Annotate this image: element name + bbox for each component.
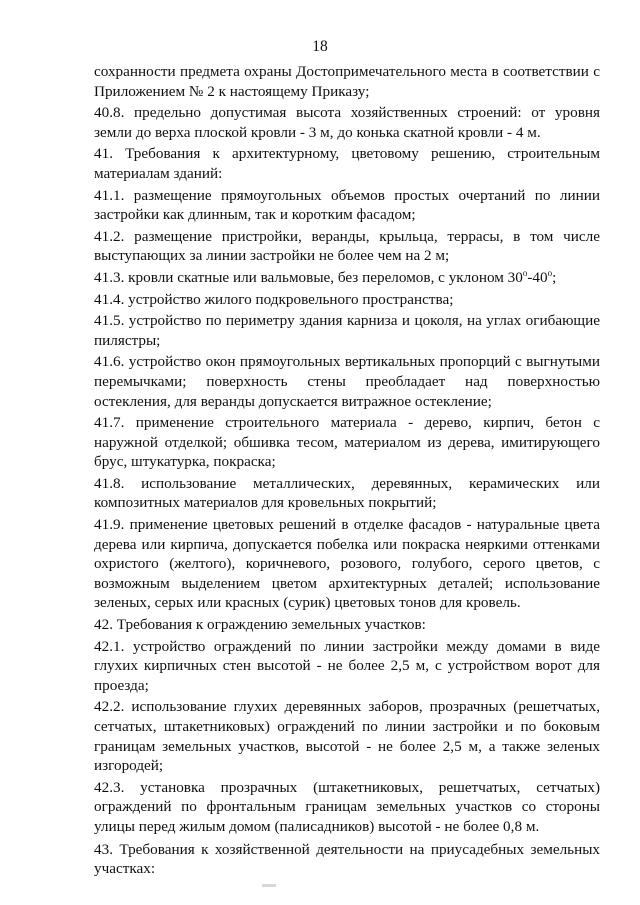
scan-artifact bbox=[262, 884, 276, 887]
paragraph-42: 42. Требования к ограждению земельных участков: bbox=[94, 616, 426, 634]
paragraph-42-1: 42.1. устройство ограждений по линии застройки между домами в виде глухих кирпичных стен высотой - не более 2,5 м, с устройством ворот для проезда; bbox=[94, 637, 600, 694]
paragraph-40-8: 40.8. предельно допустимая высота хозяйственных строений: от уровня земли до верха плоской кровли - 3 м, до конька скатной кровли - 4 м. bbox=[94, 104, 600, 141]
page-number: 18 bbox=[312, 38, 328, 55]
paragraph-continuation: сохранности предмета охраны Достопримечательного места в соответствии с Приложением № 2 к настоящему Приказу; bbox=[94, 63, 600, 100]
document-body bbox=[94, 62, 600, 881]
paragraph-41-3-mid: -40 bbox=[527, 268, 548, 286]
paragraph-42-3: 42.3. установка прозрачных (штакетниковых, решетчатых, сетчатых) ограждений по фронтальным границам земельных участков со стороны улицы перед жилым домом (палисадников) высотой - не более 0,8 м. bbox=[94, 778, 600, 835]
paragraph-41-6: 41.6. устройство окон прямоугольных вертикальных пропорций с выгнутыми перемычками; поверхность стены преобладает над поверхностью остекления, для веранды допускается витражное остекление; bbox=[94, 353, 600, 410]
paragraph-41-2: 41.2. размещение пристройки, веранды, крыльца, террасы, в том числе выступающих за линии застройки не более чем на 2 м; bbox=[94, 227, 600, 265]
paragraph-41-3-suffix: ; bbox=[552, 268, 557, 286]
paragraph-41-7: 41.7. применение строительного материала - дерево, кирпич, бетон с наружной отделкой; обшивка тесом, материалом из дерева, имитирующего брус, штукатурка, покраска; bbox=[94, 414, 600, 471]
paragraph-43: 43. Требования к хозяйственной деятельности на приусадебных земельных участках: bbox=[94, 840, 600, 878]
paragraph-41: 41. Требования к архитектурному, цветовому решению, строительным материалам зданий: bbox=[94, 145, 600, 182]
paragraph-41-3 bbox=[94, 268, 600, 288]
degree-mark: о bbox=[547, 267, 553, 278]
degree-mark: о bbox=[522, 267, 528, 278]
paragraph-41-8: 41.8. использование металлических, деревянных, керамических или композитных материалов для кровельных покрытий; bbox=[94, 474, 600, 512]
paragraph-41-4: 41.4. устройство жилого подкровельного пространства; bbox=[94, 290, 454, 308]
paragraph-41-1: 41.1. размещение прямоугольных объемов простых очертаний по линии застройки как длинным, так и коротким фасадом; bbox=[94, 186, 600, 224]
paragraph-41-9: 41.9. применение цветовых решений в отделке фасадов - натуральные цвета дерева или кирпича, допускается побелка или покраска неяркими оттенками охристого (желтого), коричневого, розового, голубого, серого цветов, с возможным выделением цветом архитектурных деталей; использование зеленых, серых или красных (сурик) цветовых тонов для кровель. bbox=[94, 516, 600, 612]
paragraph-41-3-prefix: 41.3. кровли скатные или вальмовые, без переломов, с уклоном 30 bbox=[94, 268, 523, 286]
paragraph-42-2: 42.2. использование глухих деревянных заборов, прозрачных (решетчатых, сетчатых, штакетниковых) ограждений по линии застройки и по боковым границам земельных участков, высотой - не более 2,5 м, а также зеленых изгородей; bbox=[94, 698, 600, 775]
paragraph-41-5: 41.5. устройство по периметру здания карниза и цоколя, на углах огибающие пилястры; bbox=[94, 312, 600, 349]
